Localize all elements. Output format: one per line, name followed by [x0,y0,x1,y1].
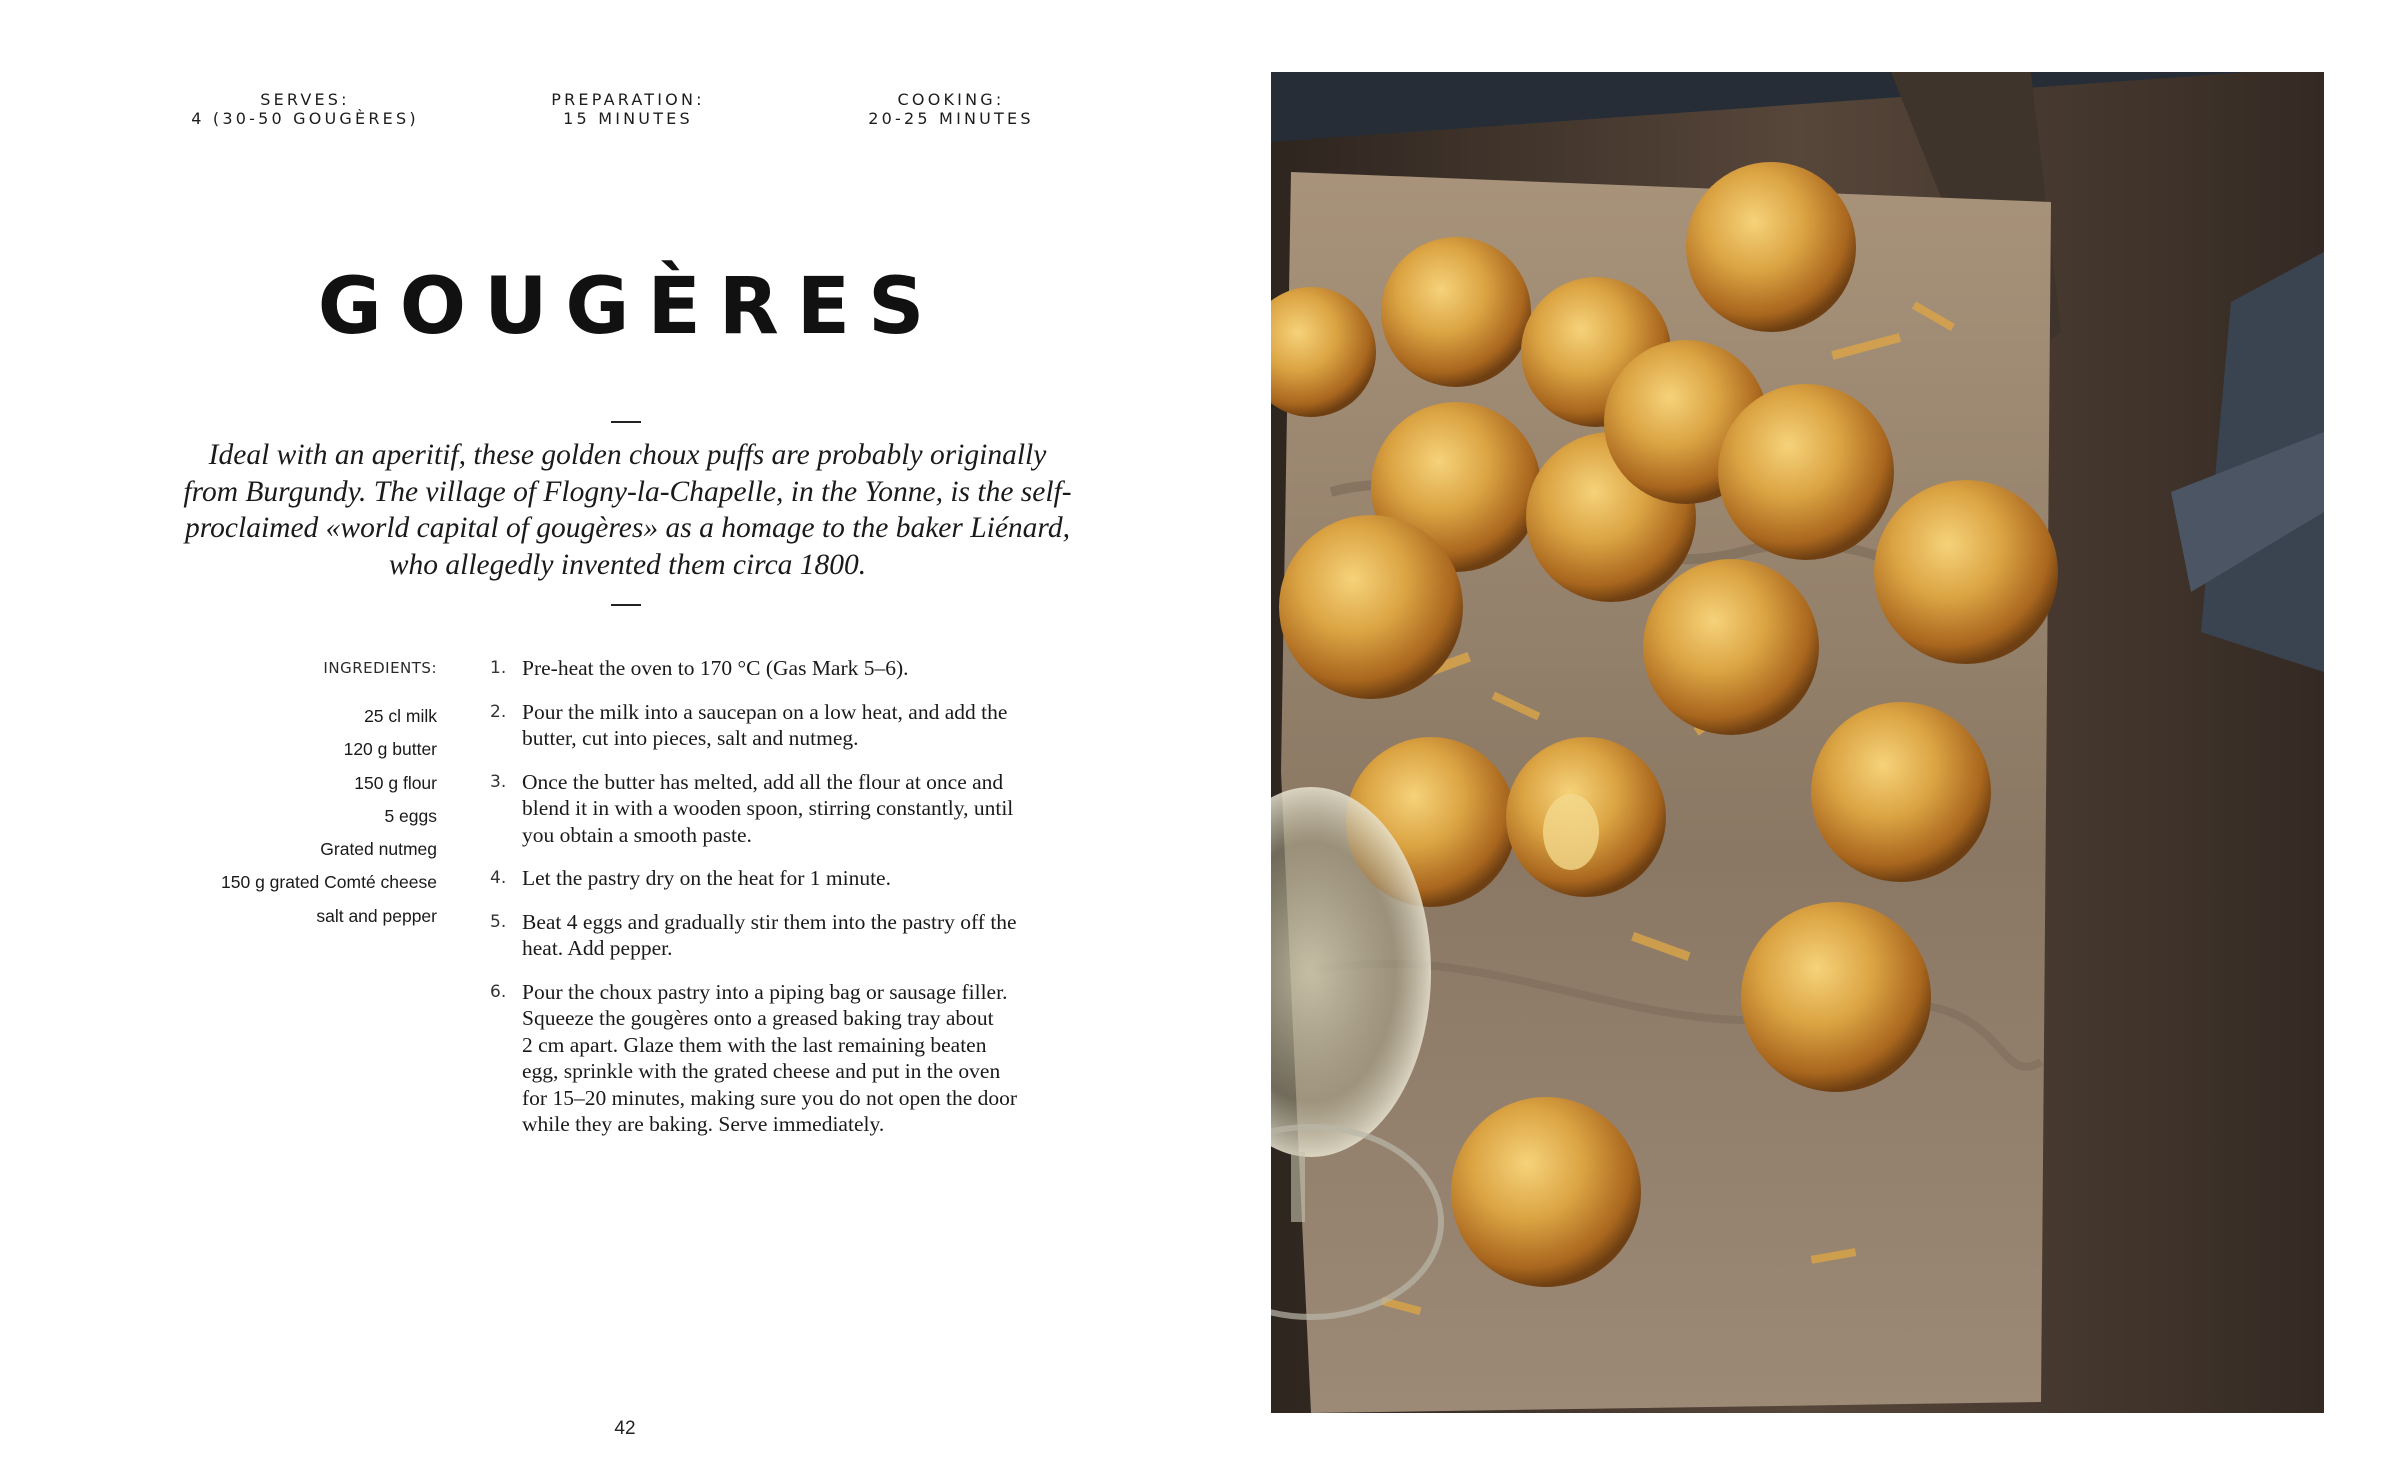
gougere [1381,237,1531,387]
step-text-line: Beat 4 eggs and gradually stir them into the pastry off the [522,909,1017,934]
step-text-line: Pour the choux pastry into a piping bag or sausage filler. [522,979,1008,1004]
cooking-label: COOKING: [897,90,1005,109]
wine-glass-stem [1291,1152,1305,1222]
step-item [490,655,1080,682]
ingredient-item: 5 eggs [384,805,437,826]
step-text-line: Pre-heat the oven to 170 °C (Gas Mark 5–6). [522,656,909,680]
intro-line: from Burgundy. The village of Flogny-la-Chapelle, in the Yonne, is the self- [183,475,1072,508]
step-item [490,909,1080,962]
gougere [1741,902,1931,1092]
step-item [490,769,1080,849]
step-text-line: Pour the milk into a saucepan on a low heat, and add the [522,699,1008,724]
intro-line: who allegedly invented them circa 1800. [388,548,867,581]
ingredient-item: Grated nutmeg [320,839,437,860]
step-text-line: blend it in with a wooden spoon, stirring constantly, until [522,796,1014,820]
step-text-line: heat. Add pepper. [522,936,673,960]
intro-line: Ideal with an aperitif, these golden choux puffs are probably originally [208,439,1047,471]
recipe-title: GOUGÈRES [317,262,943,352]
step-number: 3. [490,771,507,792]
step-text-line: you obtain a smooth paste. [522,822,752,847]
ingredient-item: 25 cl milk [364,706,437,726]
gougere [1874,480,2058,664]
step-number: 6. [490,981,507,1002]
step-number: 2. [490,701,507,722]
divider-bottom [611,604,641,606]
intro-line: proclaimed «world capital of gougères» as a homage to the baker Liénard, [185,512,1070,544]
step-text-line: Once the butter has melted, add all the flour at once and [522,769,1004,794]
cooking-info [786,90,1116,128]
gougere [1686,162,1856,332]
gougere [1643,559,1819,735]
serves-value: 4 (30-50 GOUGÈRES) [191,109,419,128]
step-item [490,699,1080,752]
gougere [1811,702,1991,882]
step-text-line: Let the pastry dry on the heat for 1 minute. [522,866,891,890]
method-steps [490,655,1080,1155]
ingredients-list [221,706,437,939]
photo-illustration [1271,72,2324,1413]
step-text-line: while they are baking. Serve immediately. [522,1112,885,1136]
step-item [490,979,1080,1138]
preparation-label: PREPARATION: [551,90,705,109]
ingredient-item: salt and pepper [316,905,437,926]
ingredient-item: 150 g flour [354,772,437,793]
ingredient-item: 150 g grated Comté cheese [221,872,437,893]
step-number: 1. [490,658,507,678]
step-text-line: Squeeze the gougères onto a greased baking tray about [522,1006,994,1030]
step-text-line: egg, sprinkle with the grated cheese and put in the oven [522,1059,1001,1083]
step-text-line: for 15–20 minutes, making sure you do not open the door [522,1085,1018,1110]
serves-info [140,90,470,128]
step-item [490,865,1080,892]
step-text-line: 2 cm apart. Glaze them with the last remaining beaten [522,1032,987,1057]
cooking-value: 20-25 MINUTES [868,109,1034,128]
preparation-value: 15 MINUTES [563,109,693,128]
gougere-bitten-inside [1543,794,1599,870]
serves-label: SERVES: [260,90,350,109]
gougere [1718,384,1894,560]
divider-top [611,421,641,423]
ingredients-heading: INGREDIENTS: [323,659,437,677]
page-number: 42 [614,1418,636,1439]
step-number: 4. [490,868,507,888]
preparation-info [463,90,793,128]
gougere [1451,1097,1641,1287]
recipe-intro [150,437,1105,583]
step-text-line: butter, cut into pieces, salt and nutmeg. [522,726,859,750]
step-number: 5. [490,911,507,932]
gougeres-photo [1271,72,2324,1413]
ingredient-item: 120 g butter [343,739,437,760]
gougere [1279,515,1463,699]
